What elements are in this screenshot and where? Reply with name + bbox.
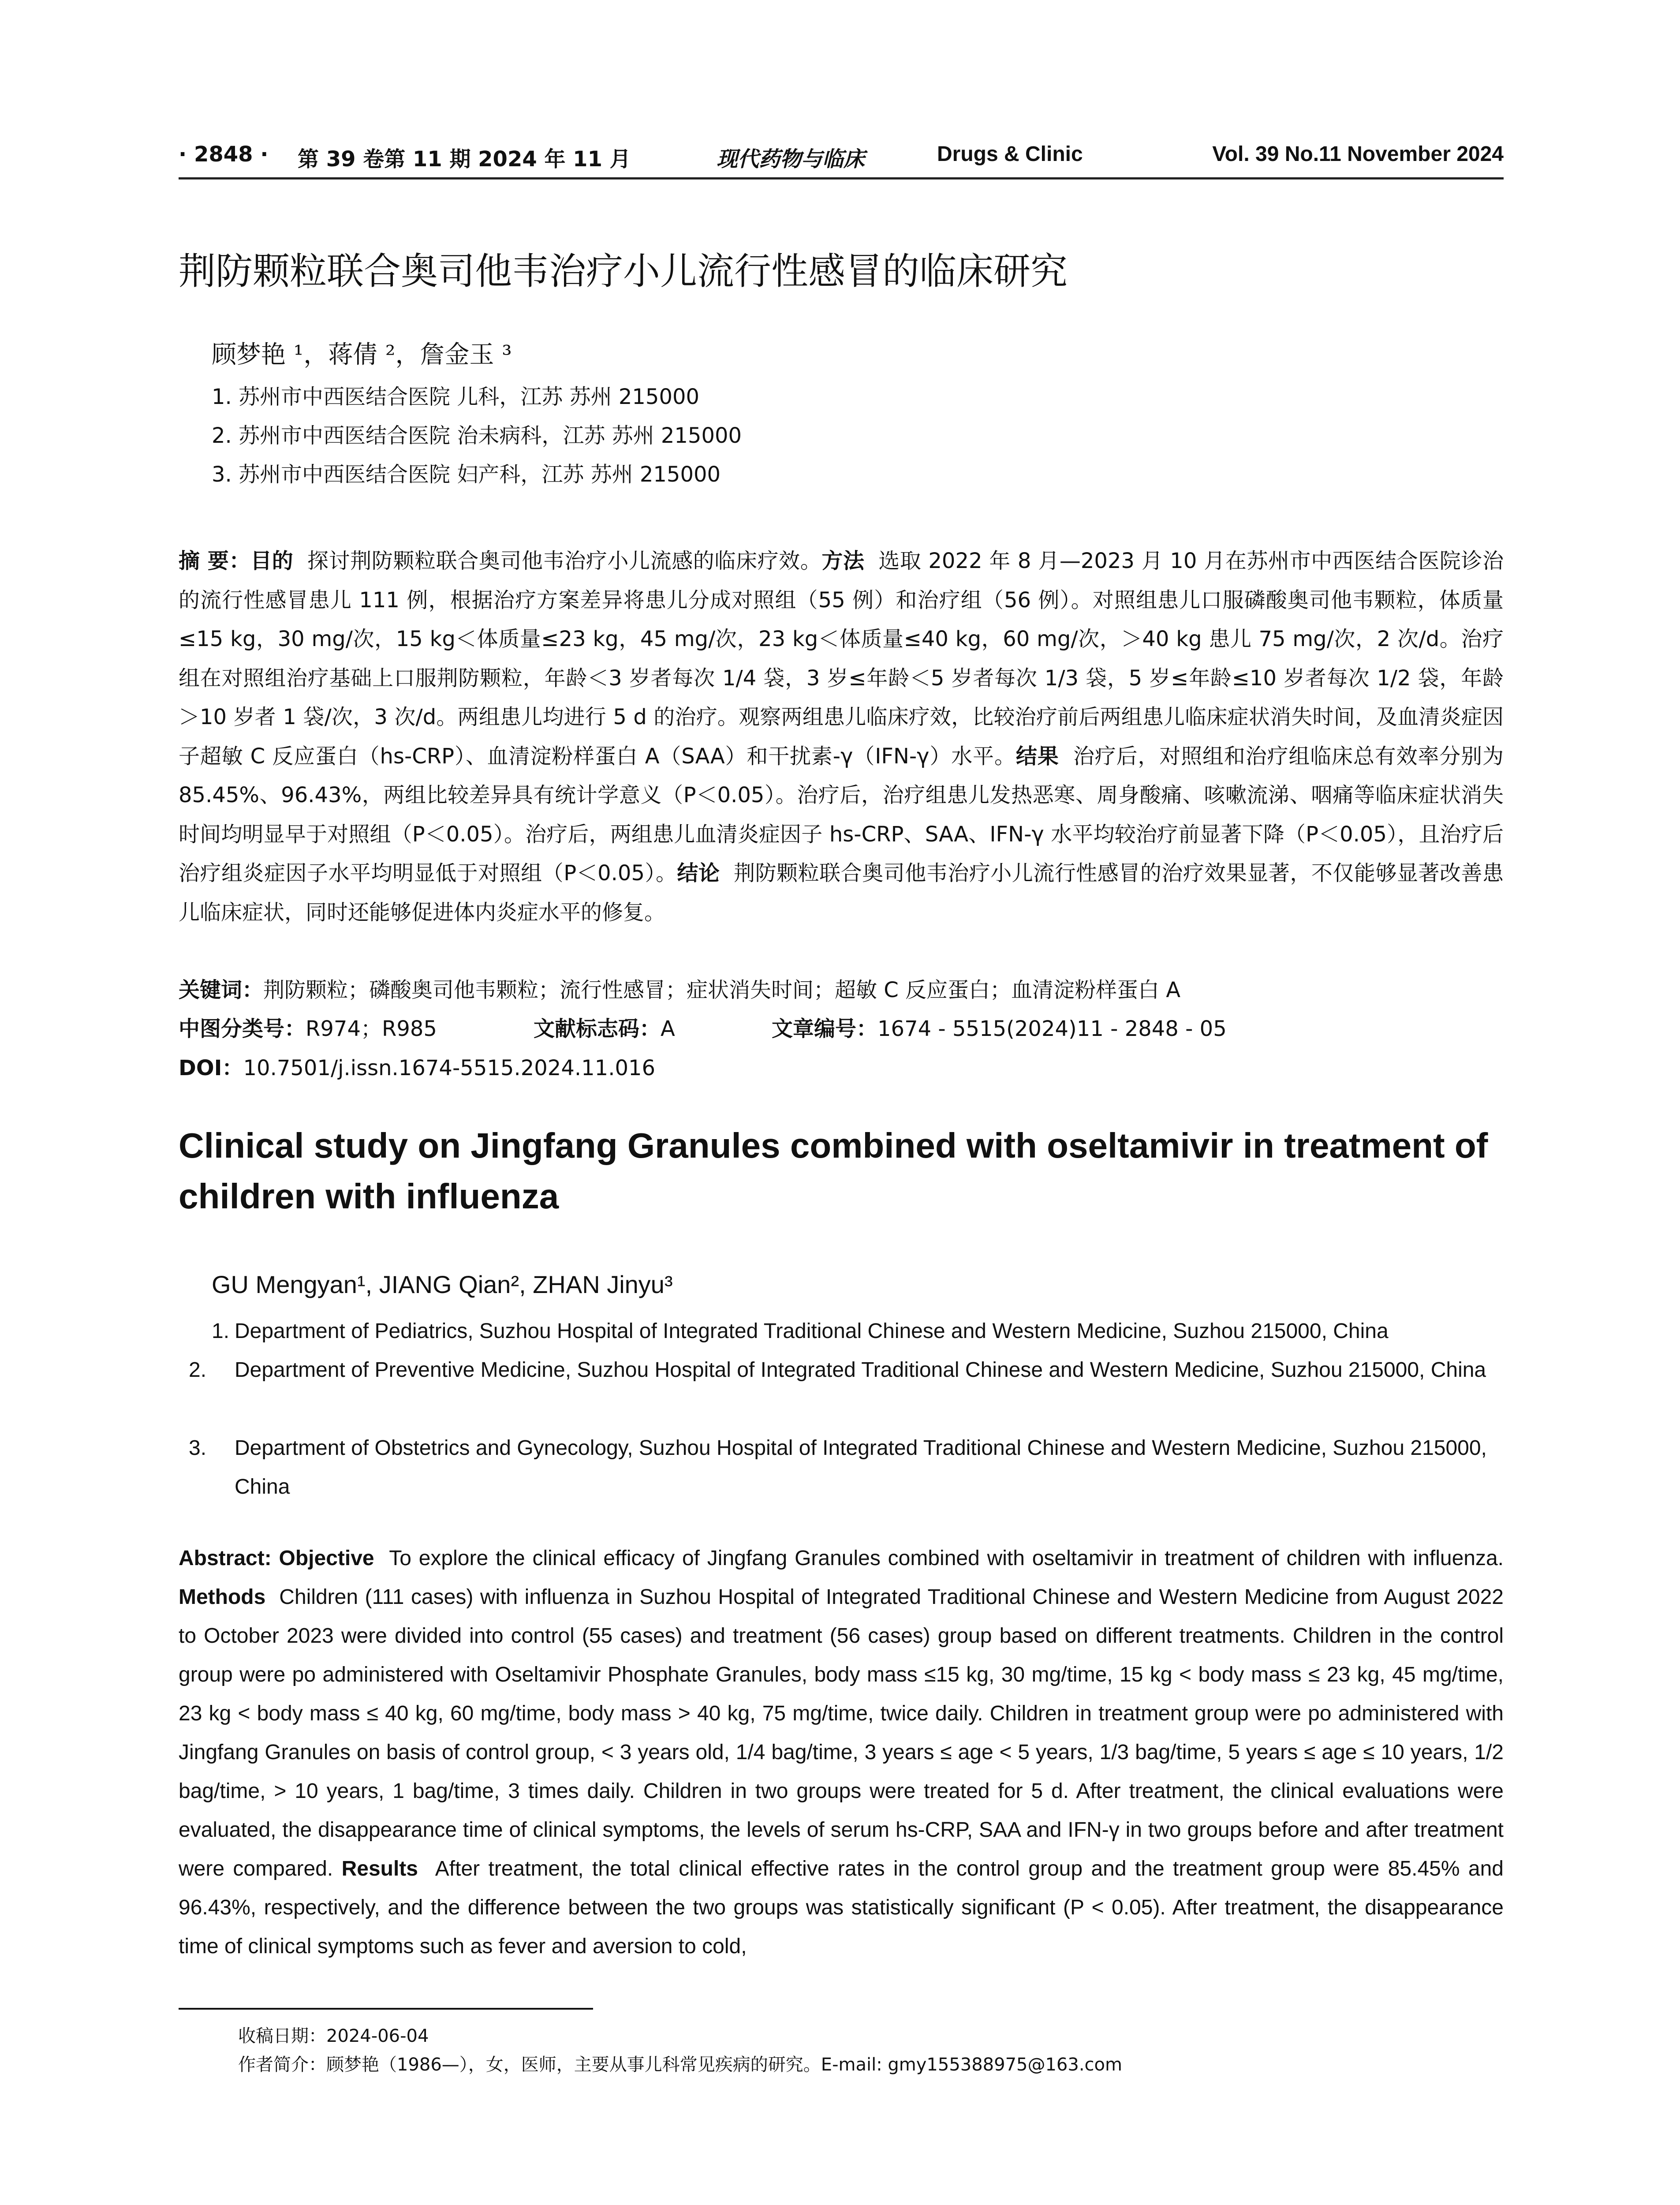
affiliation-text: Department of Preventive Medicine, Suzhou Hospital of Integrated Traditional Chinese and Western Medicine, Suzhou 215000, China	[235, 1358, 1486, 1382]
chinese-abstract	[179, 542, 1504, 932]
article-label: 文章编号：	[772, 1017, 878, 1041]
english-affiliation-3	[189, 1429, 1504, 1506]
received-date: 收稿日期：2024-06-04	[238, 2026, 429, 2046]
affiliation-number: 3.	[189, 1436, 207, 1460]
chinese-keywords	[179, 977, 1180, 1003]
english-authors: GU Mengyan¹, JIANG Qian², ZHAN Jinyu³	[212, 1271, 673, 1298]
affiliation-number: 1.	[212, 1319, 230, 1343]
chinese-affiliation-3: 3. 苏州市中西医结合医院 妇产科，江苏 苏州 215000	[212, 462, 721, 487]
doi-link[interactable]: 10.7501/j.issn.1674-5515.2024.11.016	[243, 1056, 656, 1080]
doi-line	[179, 1055, 655, 1081]
keywords-text: 荆防颗粒；磷酸奥司他韦颗粒；流行性感冒；症状消失时间；超敏 C 反应蛋白；血清淀粉样蛋白 A	[263, 978, 1181, 1002]
abstract-label: 摘 要：	[179, 549, 251, 573]
english-affiliation-2	[189, 1351, 1504, 1390]
methods-text: Children (111 cases) with influenza in Suzhou Hospital of Integrated Traditional Chinese and Western Medicine from August 2022 to October 2023 were divided into control (55 cases) and treatment (56 cases) group based on different treatments. Children in the control group were po administered with Oseltamivir Phosphate Granules, body mass ≤15 kg, 30 mg/time, 15 kg < body mass ≤ 23 kg, 45 mg/time, 23 kg < body mass ≤ 40 kg, 60 mg/time, body mass > 40 kg, 75 mg/time, twice daily. Children in treatment group were po administered with Jingfang Granules on basis of control group, < 3 years old, 1/4 bag/time, 3 years ≤ age < 5 years, 1/3 bag/time, 5 years ≤ age ≤ 10 years, 1/2 bag/time, > 10 years, 1 bag/time, 3 times daily. Children in two groups were treated for 5 d. After treatment, the clinical evaluations were evaluated, the disappearance time of clinical symptoms, the levels of serum hs-CRP, SAA and IFN-γ in two groups before and after treatment were compared.	[179, 1585, 1504, 1880]
english-abstract	[179, 1539, 1504, 1966]
methods-label: Methods	[179, 1585, 266, 1609]
abstract-objective-label: Abstract: Objective	[179, 1547, 374, 1570]
results-label: 结果	[1015, 744, 1059, 769]
chinese-authors: 顾梦艳 ¹，蒋倩 ²，詹金玉 ³	[212, 340, 512, 369]
doi-label: DOI：	[179, 1056, 243, 1080]
objective-text: 探讨荆防颗粒联合奥司他韦治疗小儿流感的临床疗效。	[307, 549, 822, 573]
classification-line	[179, 1016, 437, 1042]
affiliation-text: Department of Pediatrics, Suzhou Hospital of Integrated Traditional Chinese and Western Medicine, Suzhou 215000, China	[235, 1319, 1389, 1343]
english-affiliation-1	[212, 1312, 1504, 1351]
doc-text: A	[661, 1017, 675, 1041]
keywords-label: 关键词：	[179, 978, 264, 1002]
journal-en: Drugs & Clinic	[937, 142, 1083, 166]
results-label: Results	[341, 1857, 418, 1880]
conclusion-label: 结论	[677, 861, 720, 886]
doc-label: 文献标志码：	[534, 1017, 661, 1041]
methods-label: 方法	[821, 549, 865, 573]
methods-text: 选取 2022 年 8 月—2023 月 10 月在苏州市中西医结合医院诊治的流行性感冒患儿 111 例，根据治疗方案差异将患儿分成对照组（55 例）和治疗组（56 例）。对照组患儿口服磷酸奥司他韦颗粒，体质量≤15 kg，30 mg/次，15 kg＜体质量≤23 kg，45 mg/次，23 kg＜体质量≤40 kg，60 mg/次，＞40 kg 患儿 75 mg/次，2 次/d。治疗组在对照组治疗基础上口服荆防颗粒，年龄＜3 岁者每次 1/4 袋，3 岁≤年龄＜5 岁者每次 1/3 袋，5 岁≤年龄≤10 岁者每次 1/2 袋，年龄＞10 岁者 1 袋/次，3 次/d。两组患儿均进行 5 d 的治疗。观察两组患儿临床疗效，比较治疗前后两组患儿临床症状消失时间，及血清炎症因子超敏 C 反应蛋白（hs-CRP）、血清淀粉样蛋白 A（SAA）和干扰素-γ（IFN-γ）水平。	[179, 549, 1504, 769]
page-number: · 2848 ·	[179, 142, 269, 167]
english-title: Clinical study on Jingfang Granules combined with oseltamivir in treatment of children with influenza	[179, 1126, 1488, 1216]
issue-cn: 第 39 卷第 11 期 2024 年 11 月	[298, 147, 631, 172]
objective-text: To explore the clinical efficacy of Jingfang Granules combined with oseltamivir in treatment of children with influenza.	[389, 1547, 1504, 1570]
author-bio: 作者简介：顾梦艳（1986—），女，医师，主要从事儿科常见疾病的研究。E-mail: gmy155388975@163.com	[238, 2055, 1122, 2075]
issue-en: Vol. 39 No.11 November 2024	[1212, 142, 1504, 166]
chinese-affiliation-2: 2. 苏州市中西医结合医院 治未病科，江苏 苏州 215000	[212, 423, 742, 448]
clc-text: R974；R985	[306, 1017, 437, 1041]
clc-label: 中图分类号：	[179, 1017, 306, 1041]
document-code	[534, 1016, 675, 1042]
affiliation-number: 2.	[189, 1358, 207, 1382]
running-header	[179, 142, 1504, 179]
chinese-title: 荆防颗粒联合奥司他韦治疗小儿流行性感冒的临床研究	[179, 250, 1068, 293]
footnote-divider	[179, 2008, 593, 2010]
journal-cn: 现代药物与临床	[717, 147, 865, 172]
article-number	[772, 1016, 1227, 1042]
article-text: 1674 - 5515(2024)11 - 2848 - 05	[877, 1017, 1227, 1041]
chinese-affiliation-1: 1. 苏州市中西医结合医院 儿科，江苏 苏州 215000	[212, 385, 700, 409]
conclusion-text: 荆防颗粒联合奥司他韦治疗小儿流行性感冒的治疗效果显著，不仅能够显著改善患儿临床症状，同时还能够促进体内炎症水平的修复。	[179, 861, 1504, 925]
results-text: 治疗后，对照组和治疗组临床总有效率分别为 85.45%、96.43%，两组比较差异具有统计学意义（P＜0.05）。治疗后，治疗组患儿发热恶寒、周身酸痛、咳嗽流涕、咽痛等临床症状消失时间均明显早于对照组（P＜0.05）。治疗后，两组患儿血清炎症因子 hs-CRP、SAA、IFN-γ 水平均较治疗前显著下降（P＜0.05），且治疗后治疗组炎症因子水平均明显低于对照组（P＜0.05）。	[179, 744, 1504, 886]
affiliation-text: Department of Obstetrics and Gynecology, Suzhou Hospital of Integrated Traditional Chinese and Western Medicine, Suzhou 215000, China	[235, 1436, 1487, 1499]
objective-label: 目的	[250, 549, 294, 573]
results-text: After treatment, the total clinical effective rates in the control group and the treatment group were 85.45% and 96.43%, respectively, and the difference between the two groups was statistically significant (P < 0.05). After treatment, the disappearance time of clinical symptoms such as fever and aversion to cold,	[179, 1857, 1504, 1958]
